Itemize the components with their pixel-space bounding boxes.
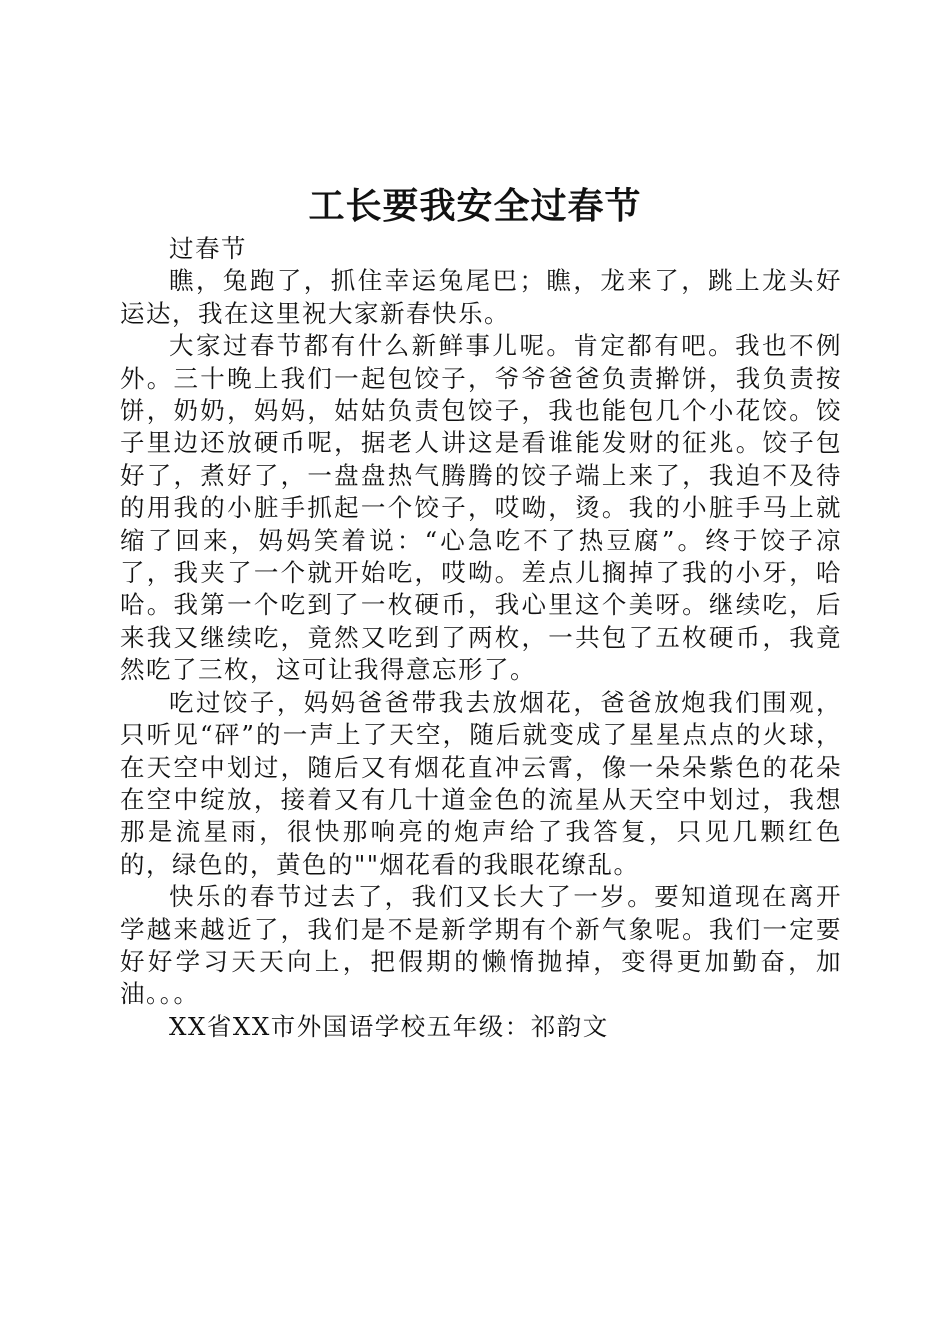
paragraph-new-semester: 快乐的春节过去了，我们又长大了一岁。要知道现在离开学越来越近了，我们是不是新学期有个新气象呢。我们一定要好好学习天天向上，把假期的懒惰抛掉，变得更加勤奋，加油。。。 <box>120 882 842 1009</box>
paragraph-dumplings: 大家过春节都有什么新鲜事儿呢。肯定都有吧。我也不例外。三十晚上我们一起包饺子，爷爷爸爸负责擀饼，我负责按饼，奶奶，妈妈，姑姑负责包饺子，我也能包几个小花饺。饺子里边还放硬币呢，据老人讲这是看谁能发财的征兆。饺子包好了，煮好了，一盘盘热气腾腾的饺子端上来了，我迫不及待的用我的小脏手抓起一个饺子，哎呦，烫。我的小脏手马上就缩了回来，妈妈笑着说：“心急吃不了热豆腐”。终于饺子凉了，我夹了一个就开始吃，哎呦。差点儿搁掉了我的小牙，哈哈。我第一个吃到了一枚硬币，我心里这个美呀。继续吃，后来我又继续吃，竟然又吃到了两枚，一共包了五枚硬币，我竟然吃了三枚，这可让我得意忘形了。 <box>120 331 842 685</box>
paragraph-heading: 过春节 <box>169 234 247 263</box>
paragraph-greeting: 瞧，兔跑了，抓住幸运兔尾巴；瞧，龙来了，跳上龙头好运达，我在这里祝大家新春快乐。 <box>120 266 842 328</box>
paragraph-fireworks: 吃过饺子，妈妈爸爸带我去放烟花，爸爸放炮我们围观，只听见“砰”的一声上了天空，随后就变成了星星点点的火球，在天空中划过，随后又有烟花直冲云霄，像一朵朵紫色的花朵在空中绽放，接着又有几十道金色的流星从天空中划过，我想那是流星雨，很快那响亮的炮声给了我答复，只见几颗红色的，绿色的，黄色的""烟花看的我眼花缭乱。 <box>120 687 842 879</box>
document-title: 工长要我安全过春节 <box>308 186 642 227</box>
author-signature: XX省XX市外国语学校五年级：祁韵文 <box>169 1011 609 1041</box>
document-body <box>120 233 842 1043</box>
